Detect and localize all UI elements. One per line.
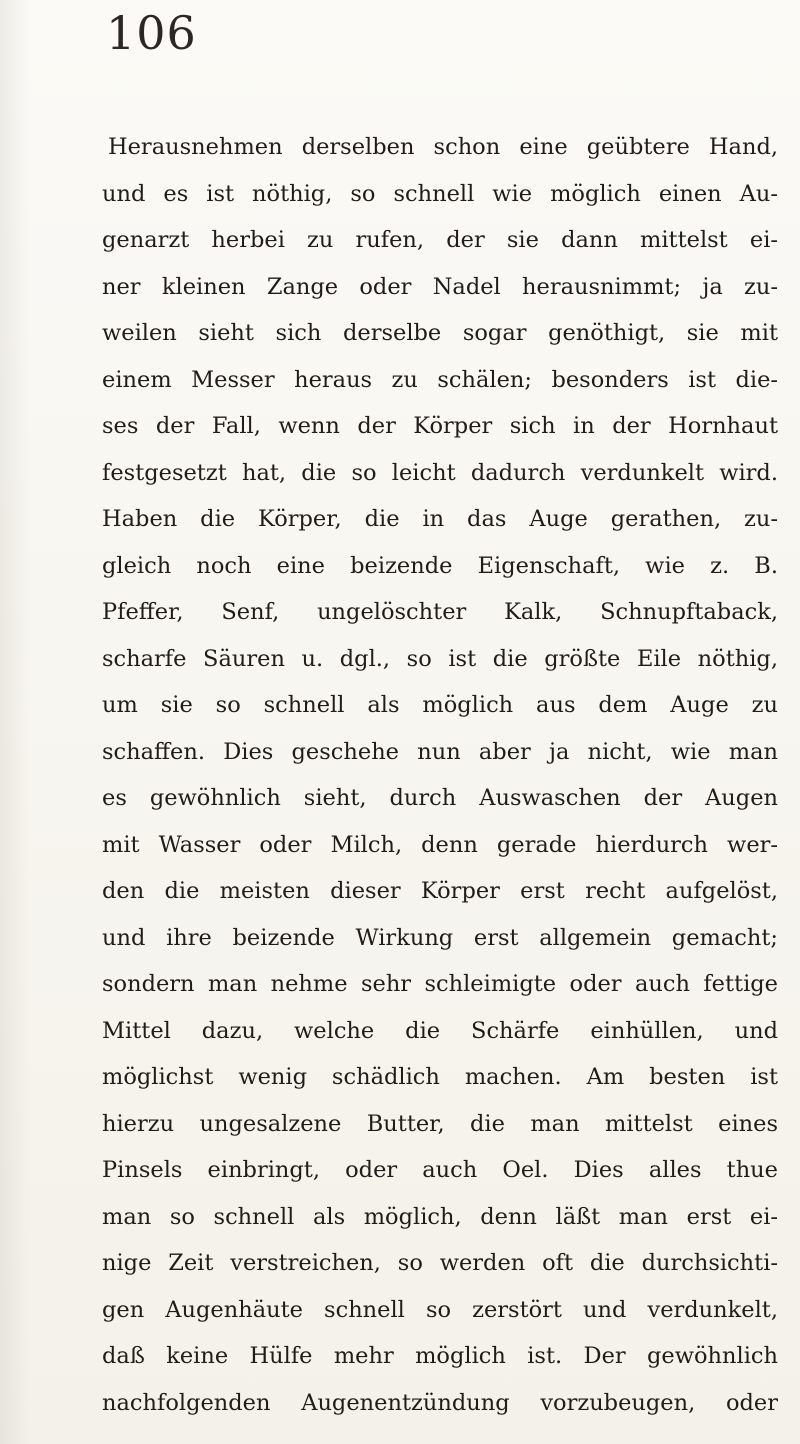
text-line: mit Wasser oder Milch, denn gerade hierdurch wer- <box>102 831 778 858</box>
text-line: Haben die Körper, die in das Auge gerathen, zu- <box>102 506 778 532</box>
text-line: ses der Fall, wenn der Körper sich in der Hornhaut <box>102 413 778 439</box>
text-line: Pinsels einbringt, oder auch Oel. Dies alles thue <box>102 1157 778 1183</box>
text-line: festgesetzt hat, die so leicht dadurch verdunkelt wird. <box>102 459 778 486</box>
text-line: und es ist nöthig, so schnell wie möglich einen Au- <box>102 180 778 207</box>
text-line: Mittel dazu, welche die Schärfe einhüllen, und <box>102 1017 778 1044</box>
text-line: ner kleinen Zange oder Nadel herausnimmt; ja zu- <box>102 273 778 300</box>
text-line: nige Zeit verstreichen, so werden oft die durchsichti- <box>102 1250 778 1276</box>
text-line: schaffen. Dies geschehe nun aber ja nicht, wie man <box>102 738 778 765</box>
text-line: man so schnell als möglich, denn läßt man erst ei- <box>102 1203 778 1230</box>
binding-shadow <box>0 0 30 1444</box>
text-line: daß keine Hülfe mehr möglich ist. Der gewöhnlich <box>102 1343 778 1369</box>
text-line: weilen sieht sich derselbe sogar genöthigt, sie mit <box>102 320 778 346</box>
text-line: scharfe Säuren u. dgl., so ist die größte Eile nöthig, <box>102 645 778 672</box>
page-number: 106 <box>106 6 197 60</box>
text-line: sondern man nehme sehr schleimigte oder auch fettige <box>102 971 778 997</box>
text-line: um sie so schnell als möglich aus dem Auge zu <box>102 692 778 718</box>
text-line: den die meisten dieser Körper erst recht aufgelöst, <box>102 878 778 904</box>
text-line: hierzu ungesalzene Butter, die man mittelst eines <box>102 1110 778 1137</box>
text-line: Herausnehmen derselben schon eine geübtere Hand, <box>108 134 778 160</box>
text-line: möglichst wenig schädlich machen. Am besten ist <box>102 1064 778 1090</box>
text-line: Pfeffer, Senf, ungelöschter Kalk, Schnupftaback, <box>102 599 778 625</box>
body-text <box>102 124 778 1424</box>
text-line: gleich noch eine beizende Eigenschaft, wie z. B. <box>102 552 778 579</box>
text-line: und ihre beizende Wirkung erst allgemein gemacht; <box>102 924 778 951</box>
text-line: einem Messer heraus zu schälen; besonders ist die- <box>102 366 778 393</box>
text-line: nachfolgenden Augenentzündung vorzubeugen, oder <box>102 1389 778 1416</box>
text-line: es gewöhnlich sieht, durch Auswaschen der Augen <box>102 785 778 811</box>
text-line: genarzt herbei zu rufen, der sie dann mittelst ei- <box>102 227 778 253</box>
text-line: gen Augenhäute schnell so zerstört und verdunkelt, <box>102 1296 778 1323</box>
